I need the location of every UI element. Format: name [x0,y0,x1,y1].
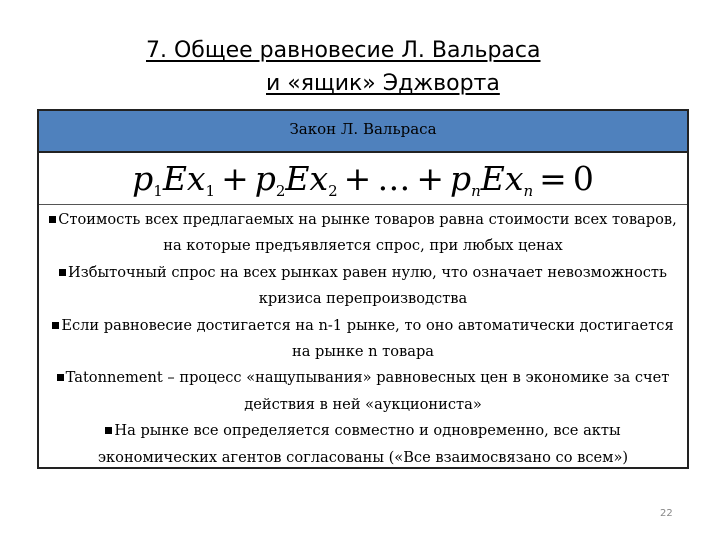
formula-ex1-excess: Ex [162,159,206,198]
square-bullet-icon [52,322,59,329]
square-bullet-icon [59,269,66,276]
walras-law-table [37,109,689,469]
slide-title-line-2: и «ящик» Эджворта [266,71,500,96]
formula-equals: = [539,159,567,198]
formula-p1-price: p [132,159,154,198]
list-item [45,418,681,471]
formula-subscript-nb: n [523,182,534,200]
page-number: 22 [660,508,673,519]
formula-plus-3: + [416,159,444,198]
formula-plus-2: + [343,159,372,198]
slide-title-line-1: 7. Общее равновесие Л. Вальраса [146,38,541,63]
list-item-text: Стоимость всех предлагаемых на рынке товаров равна стоимости всех товаров, на которые предъявляется спрос, при любых ценах [58,211,677,255]
slide-title [0,34,720,100]
formula-subscript-2: 2 [275,182,286,200]
list-item-text: На рынке все определяется совместно и одновременно, все акты экономических агентов согласованы («Все взаимосвязано со всем») [97,422,629,466]
list-item-text: Избыточный спрос на всех рынках равен нулю, что означает невозможность кризиса перепроизводства [68,263,667,308]
list-item [45,365,681,418]
formula-zero: 0 [572,159,594,198]
list-item [45,260,681,313]
square-bullet-icon [49,216,56,223]
list-item-text: Tatonnement – процесс «нащупывания» равновесных цен в экономике за счет действия в ней «аукциониста» [65,369,670,413]
list-item [45,313,681,366]
formula-p2-price: p [254,159,276,198]
formula-ex2-excess: Ex [285,159,329,198]
list-item [45,207,681,260]
formula-subscript-1b: 1 [205,182,216,200]
square-bullet-icon [57,374,64,381]
list-item-text: Если равновесие достигается на n-1 рынке, то оно автоматически достигается на рынке n товара [61,316,674,361]
formula-plus-1: + [221,159,249,198]
table-header: Закон Л. Вальраса [39,111,687,153]
table-content [39,205,687,471]
formula-subscript-n: n [471,182,481,200]
formula-subscript-2b: 2 [328,182,338,200]
square-bullet-icon [105,427,112,434]
formula-pn-price: p [449,159,472,198]
formula-exn-excess: Ex [480,159,524,198]
formula-ellipsis: … [377,159,411,198]
walras-formula [39,153,687,205]
formula-subscript-1: 1 [153,182,163,200]
